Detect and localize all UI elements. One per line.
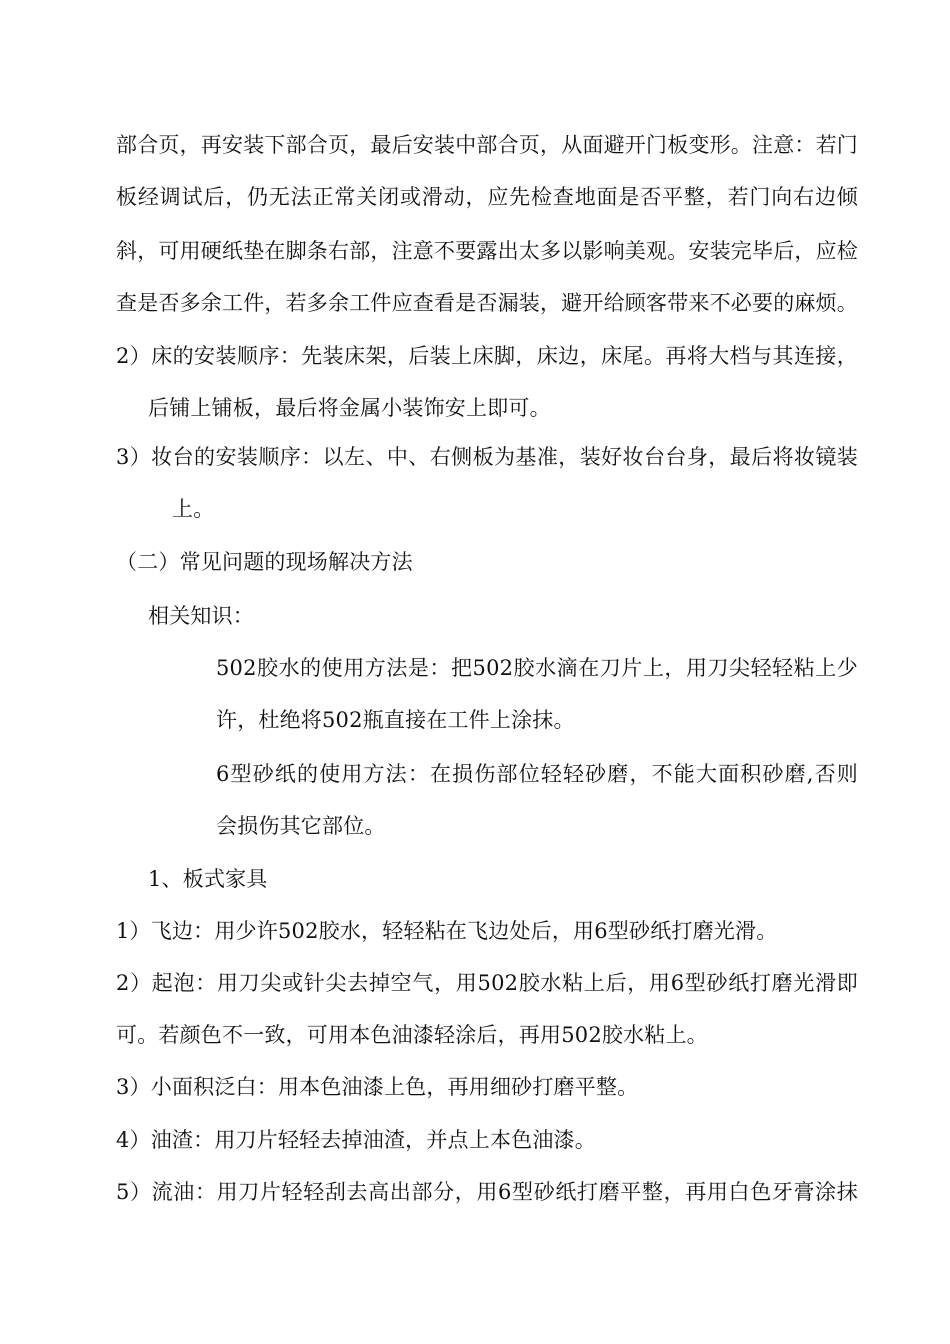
- list-item: 3）小面积泛白：用本色油漆上色，再用细砂打磨平整。: [116, 1075, 639, 1099]
- list-item-continuation: 上。: [172, 497, 215, 521]
- list-item: 1）飞边：用少许502胶水，轻轻粘在飞边处后，用6型砂纸打磨光滑。: [116, 919, 778, 943]
- list-item: 2）床的安装顺序：先装床架，后装上床脚，床边，床尾。再将大档与其连接，: [116, 344, 858, 368]
- paragraph-line: 斜，可用硬纸垫在脚条右部，注意不要露出太多以影响美观。安装完毕后，应检: [116, 239, 858, 263]
- list-item: 2）起泡：用刀尖或针尖去掉空气，用502胶水粘上后，用6型砂纸打磨光滑即: [116, 971, 858, 995]
- list-item: 5）流油：用刀片轻轻刮去高出部分，用6型砂纸打磨平整，再用白色牙膏涂抹: [116, 1180, 858, 1204]
- knowledge-line: 502胶水的使用方法是：把502胶水滴在刀片上，用刀尖轻轻粘上少: [216, 656, 858, 680]
- paragraph-line: 部合页，再安装下部合页，最后安装中部合页，从面避开门板变形。注意：若门: [116, 133, 858, 157]
- knowledge-line: 6型砂纸的使用方法：在损伤部位轻轻砂磨，不能大面积砂磨,否则: [216, 762, 858, 786]
- paragraph-line: 板经调试后，仍无法正常关闭或滑动，应先检查地面是否平整，若门向右边倾: [116, 185, 858, 209]
- knowledge-line: 许，杜绝将502瓶直接在工件上涂抹。: [216, 708, 575, 732]
- list-item: 4）油渣：用刀片轻轻去掉油渣，并点上本色油漆。: [116, 1128, 596, 1152]
- subheading: 相关知识：: [148, 604, 254, 628]
- list-item: 3）妆台的安装顺序：以左、中、右侧板为基准，装好妆台台身，最后将妆镜装: [116, 445, 858, 469]
- subsection-heading: 1、板式家具: [148, 867, 268, 891]
- list-item-continuation: 可。若颜色不一致，可用本色油漆轻涂后，再用502胶水粘上。: [116, 1023, 708, 1047]
- knowledge-line: 会损伤其它部位。: [216, 814, 386, 838]
- paragraph-line: 查是否多余工件，若多余工件应查看是否漏装，避开给顾客带来不必要的麻烦。: [116, 291, 858, 315]
- section-heading: （二）常见问题的现场解决方法: [116, 550, 413, 574]
- list-item-continuation: 后铺上铺板，最后将金属小装饰安上即可。: [148, 396, 551, 420]
